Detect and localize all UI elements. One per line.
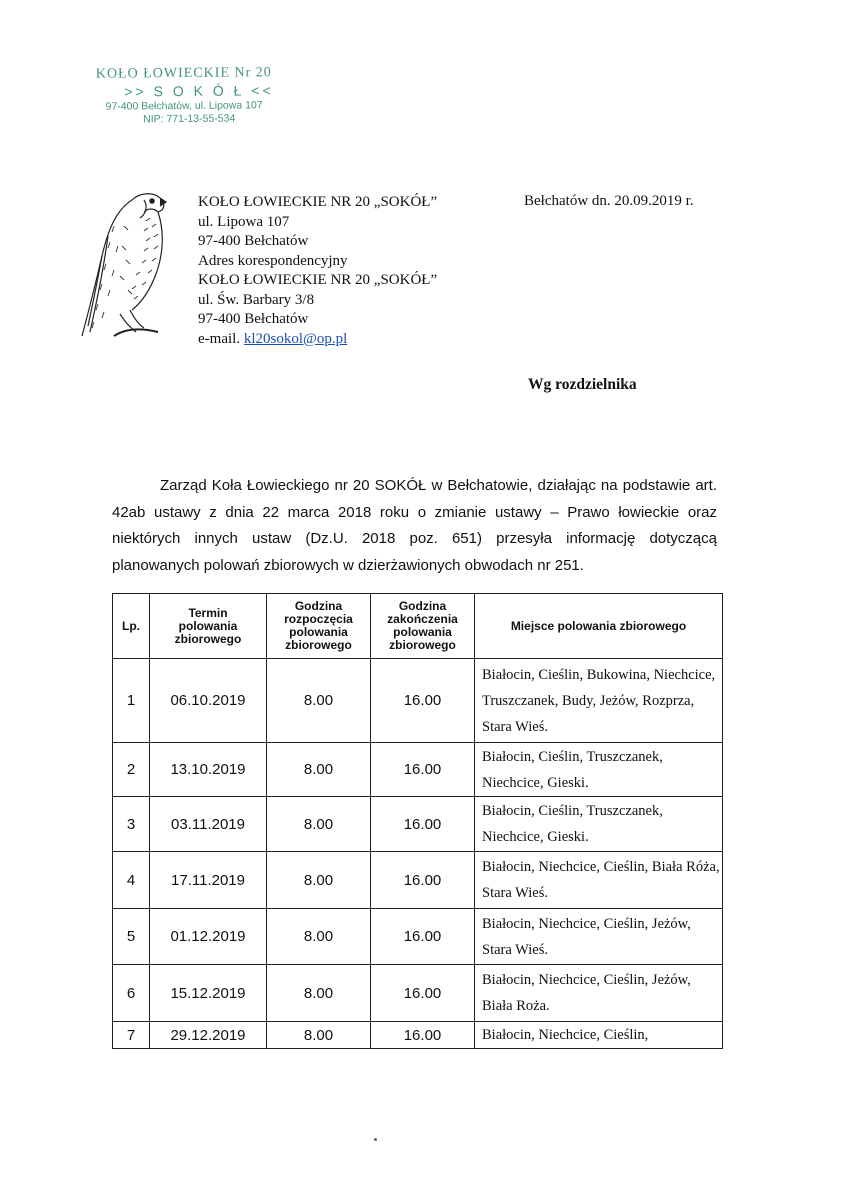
cell-place: Białocin, Niechcice, Cieślin, Jeżów, Biała Roża. bbox=[475, 965, 723, 1022]
cell-lp: 5 bbox=[113, 909, 150, 965]
table-row bbox=[113, 1022, 723, 1049]
sender-name: KOŁO ŁOWIECKIE NR 20 „SOKÓŁ” bbox=[198, 194, 438, 210]
scan-speck bbox=[374, 1138, 377, 1141]
cell-end: 16.00 bbox=[371, 743, 475, 797]
table-row bbox=[113, 909, 723, 965]
table-row bbox=[113, 852, 723, 909]
table-row bbox=[113, 797, 723, 852]
table-header-row bbox=[113, 594, 723, 659]
stamp-sokol: >> S O K Ó Ł << bbox=[124, 82, 274, 100]
correspondence-city: 97-400 Bełchatów bbox=[198, 311, 309, 327]
header-date: Termin polowania zbiorowego bbox=[150, 594, 267, 659]
cell-place: Białocin, Niechcice, Cieślin, bbox=[475, 1022, 723, 1049]
cell-lp: 7 bbox=[113, 1022, 150, 1049]
email-line bbox=[198, 330, 437, 350]
date-line: Bełchatów dn. 20.09.2019 r. bbox=[524, 193, 694, 209]
correspondence-label: Adres korespondencyjny bbox=[198, 252, 348, 269]
stamp-nip: NIP: 771-13-55-534 bbox=[143, 112, 236, 126]
recipients-heading: Wg rozdzielnika bbox=[528, 376, 637, 393]
cell-end: 16.00 bbox=[371, 1022, 475, 1049]
header-end: Godzina zakończenia polowania zbiorowego bbox=[371, 594, 475, 659]
sender-city: 97-400 Bełchatów bbox=[198, 233, 309, 249]
cell-lp: 1 bbox=[113, 659, 150, 743]
cell-lp: 4 bbox=[113, 852, 150, 909]
table-row bbox=[113, 965, 723, 1022]
table-row bbox=[113, 659, 723, 743]
cell-date: 13.10.2019 bbox=[150, 743, 267, 797]
cell-end: 16.00 bbox=[371, 659, 475, 743]
cell-start: 8.00 bbox=[267, 965, 371, 1022]
correspondence-name: KOŁO ŁOWIECKIE NR 20 „SOKÓŁ” bbox=[198, 272, 438, 288]
cell-place: Białocin, Cieślin, Truszczanek, Niechcice, Gieski. bbox=[475, 743, 723, 797]
cell-date: 17.11.2019 bbox=[150, 852, 267, 909]
correspondence-street: ul. Św. Barbary 3/8 bbox=[198, 291, 315, 308]
cell-lp: 6 bbox=[113, 965, 150, 1022]
cell-lp: 3 bbox=[113, 797, 150, 852]
table-row bbox=[113, 743, 723, 797]
header-lp: Lp. bbox=[113, 594, 150, 659]
falcon-icon bbox=[74, 186, 184, 346]
email-link[interactable]: kl20sokol@op.pl bbox=[243, 330, 348, 347]
letter-body: Zarząd Koła Łowieckiego nr 20 SOKÓŁ w Bełchatowie, działając na podstawie art. 42ab ustawy z dnia 22 marca 2018 roku o zmianie ustawy – Prawo łowieckie oraz niektórych innych ustaw (Dz.U. 2018 poz. 651) przesyła informację dotyczącą planowanych polowań zbiorowych w dzierżawionych obwodach nr 251. bbox=[112, 477, 717, 574]
stamp-name: KOŁO ŁOWIECKIE Nr 20 bbox=[95, 65, 272, 82]
cell-start: 8.00 bbox=[267, 797, 371, 852]
header-place: Miejsce polowania zbiorowego bbox=[475, 594, 723, 659]
cell-lp: 2 bbox=[113, 743, 150, 797]
cell-date: 15.12.2019 bbox=[150, 965, 267, 1022]
cell-place: Białocin, Cieślin, Truszczanek, Niechcice, Gieski. bbox=[475, 797, 723, 852]
header-start: Godzina rozpoczęcia polowania zbiorowego bbox=[267, 594, 371, 659]
sender-address bbox=[198, 193, 437, 349]
cell-end: 16.00 bbox=[371, 909, 475, 965]
cell-end: 16.00 bbox=[371, 852, 475, 909]
cell-date: 29.12.2019 bbox=[150, 1022, 267, 1049]
sender-street: ul. Lipowa 107 bbox=[198, 213, 290, 230]
cell-start: 8.00 bbox=[267, 743, 371, 797]
stamp-address: 97-400 Bełchatów, ul. Lipowa 107 bbox=[105, 99, 263, 113]
cell-start: 8.00 bbox=[267, 1022, 371, 1049]
cell-start: 8.00 bbox=[267, 659, 371, 743]
cell-date: 03.11.2019 bbox=[150, 797, 267, 852]
cell-place: Białocin, Niechcice, Cieślin, Biała Róża, Stara Wieś. bbox=[475, 852, 723, 909]
cell-start: 8.00 bbox=[267, 852, 371, 909]
cell-place: Białocin, Cieślin, Bukowina, Niechcice, Truszczanek, Budy, Jeżów, Rozprza, Stara Wieś. bbox=[475, 659, 723, 743]
cell-start: 8.00 bbox=[267, 909, 371, 965]
cell-end: 16.00 bbox=[371, 965, 475, 1022]
cell-place: Białocin, Niechcice, Cieślin, Jeżów, Stara Wieś. bbox=[475, 909, 723, 965]
cell-date: 01.12.2019 bbox=[150, 909, 267, 965]
organization-stamp bbox=[64, 65, 305, 126]
cell-end: 16.00 bbox=[371, 797, 475, 852]
cell-date: 06.10.2019 bbox=[150, 659, 267, 743]
email-label: e-mail. bbox=[198, 330, 244, 347]
hunt-schedule-table bbox=[112, 593, 723, 1049]
